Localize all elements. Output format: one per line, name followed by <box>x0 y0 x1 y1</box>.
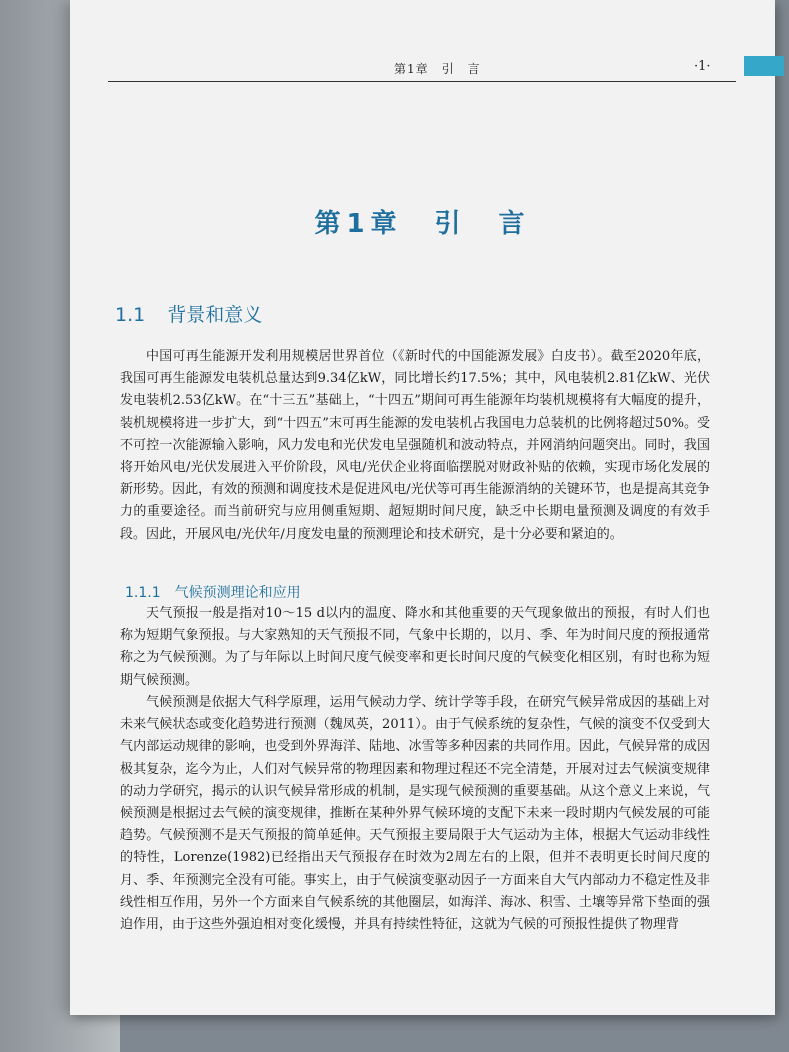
subsection-title: 气候预测理论和应用 <box>174 585 301 601</box>
running-header <box>108 56 776 82</box>
paragraph: 气候预测是依据大气科学原理，运用气候动力学、统计学等手段，在研究气候异常成因的基础上对未来气候状态或变化趋势进行预测（魏凤英，2011）。由于气候系统的复杂性，气候的演变不仅受到大气内部运动规律的影响，也受到外界海洋、陆地、冰雪等多种因素的共同作用。因此，气候异常的成因极其复杂，迄今为止，人们对气候异常的物理因素和物理过程还不完全清楚，开展对过去气候演变规律的动力学研究，揭示的认识气候异常形成的机制，是实现气候预测的重要基础。从这个意义上来说，气候预测是根据过去气候的演变规律，推断在某种外界气候环境的支配下未来一段时期内气候发展的可能趋势。气候预测不是天气预报的简单延伸。天气预报主要局限于大气运动为主体，根据大气运动非线性的特性，Lorenze(1982)已经指出天气预报存在时效为2周左右的上限，但并不表明更长时间尺度的月、季、年预测完全没有可能。事实上，由于气候演变驱动因子一方面来自大气内部动力不稳定性及非线性相互作用，另外一个方面来自气候系统的其他圈层，如海洋、海冰、积雪、土壤等异常下垫面的强迫作用，由于这些外强迫相对变化缓慢，并具有持续性特征，这就为气候的可预报性提供了物理背 <box>120 695 710 933</box>
subsection-number: 1.1.1 <box>125 585 161 601</box>
section-title: 背景和意义 <box>167 304 263 326</box>
page-number: ·1· <box>694 59 711 74</box>
section-heading <box>115 300 262 327</box>
subsection-heading <box>125 582 301 602</box>
book-page <box>70 0 775 1015</box>
thumb-index-tab <box>744 56 784 76</box>
section-number: 1.1 <box>115 304 146 326</box>
running-title: 第1章 引 言 <box>394 62 481 76</box>
paragraph: 中国可再生能源开发利用规模居世界首位（《新时代的中国能源发展》白皮书）。截至2020年底，我国可再生能源发电装机总量达到9.34亿kW，同比增长约17.5%；其中，风电装机2.81亿kW、光伏发电装机2.53亿kW。在“十三五”基础上，“十四五”期间可再生能源年均装机规模将有大幅度的提升，装机规模将进一步扩大，到“十四五”末可再生能源的发电装机占我国电力总装机的比例将超过50%。受不可控一次能源输入影响，风力发电和光伏发电呈强随机和波动特点，并网消纳问题突出。同时，我国将开始风电/光伏发展进入平价阶段，风电/光伏企业将面临摆脱对财政补贴的依赖，实现市场化发展的新形势。因此，有效的预测和调度技术是促进风电/光伏等可再生能源消纳的关键环节，也是提高其竞争力的重要途径。而当前研究与应用侧重短期、超短期时间尺度，缺乏中长期电量预测及调度的有效手段。因此，开展风电/光伏年/月度发电量的预测理论和技术研究，是十分必要和紧迫的。 <box>120 349 710 542</box>
paragraph: 天气预报一般是指对10～15 d以内的温度、降水和其他重要的天气现象做出的预报，有时人们也称为短期气象预报。与大家熟知的天气预报不同，气象中长期的，以月、季、年为时间尺度的预报通常称之为气候预测。为了与年际以上时间尺度气候变率和更长时间尺度的气候变化相区别，有时也称为短期气候预测。 <box>120 606 710 688</box>
header-rule <box>108 81 736 82</box>
chapter-title: 第1章 引 言 <box>314 209 531 239</box>
